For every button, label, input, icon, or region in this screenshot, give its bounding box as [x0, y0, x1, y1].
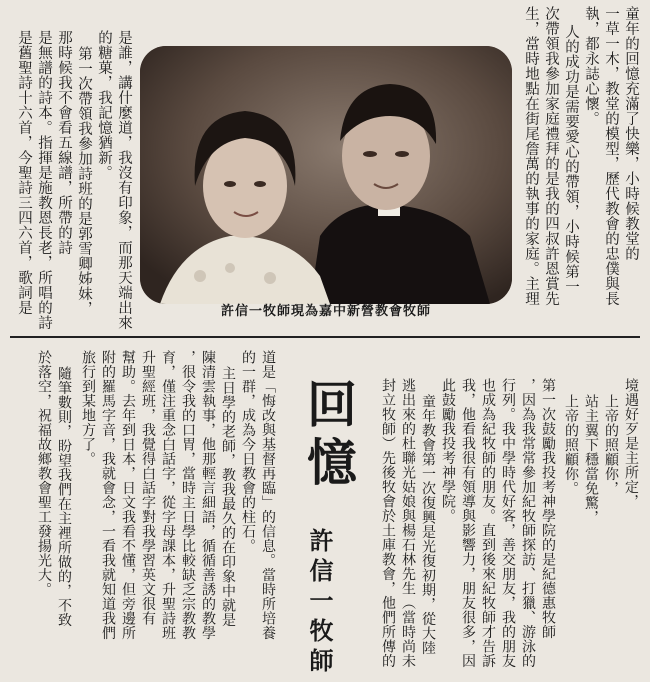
text-column: 行列。我中學時代好客，善交朋友，我的朋友: [500, 378, 516, 668]
text-column: 逃出來的杜聯光姑娘與楊石林先生（當時尚未: [400, 378, 416, 668]
text-column: 那時候我不會看五線譜，所帶的詩: [56, 30, 72, 255]
text-column: 站主翼下穩當免驚，: [583, 394, 599, 525]
text-column: 育，僅注重念白話字，從字母課本，升聖詩班: [160, 350, 176, 640]
text-column: 升聖經班，我覺得白話字對我學習英文很有: [140, 350, 156, 626]
text-column: 的一群，成為今日教會的柱石。: [240, 350, 256, 553]
text-column: 也成為紀牧師的朋友。直到後來紀牧師才告訴: [480, 378, 496, 668]
couple-photo: [140, 46, 512, 304]
text-column: 幫助。去年到日本，日文我看不懂，但旁邊所: [120, 350, 136, 640]
text-column: 的糖菓，我記憶猶新。: [96, 30, 112, 180]
text-column: 主日學的老師，教我最久的在印象中就是: [220, 366, 236, 627]
text-column: 陳清雲執事，他那輕言細語，循循善誘的教學: [200, 350, 216, 640]
section-divider: [10, 336, 640, 338]
photo-illustration: [140, 46, 512, 304]
text-column: 人的成功是需要愛心的帶領，小時候第一: [563, 24, 579, 294]
text-column: 附的羅馬字音，我就會念，一看我就知道我們: [100, 350, 116, 640]
photo-caption: 許信一牧師現為嘉中新營教會牧師: [220, 304, 431, 319]
text-column: 我，他看我很有領導與影響力，朋友很多，因: [460, 378, 476, 668]
text-column: 道是「悔改與基督再臨」的信息。當時所培養: [260, 350, 276, 640]
text-column: 次帶領我參加家庭禮拜的是我的四叔許恩賞先: [543, 6, 559, 306]
text-column: 上帝的照顧你。: [563, 394, 579, 496]
text-column: 隨筆數則，盼望我們在主裡所做的，不致: [56, 366, 72, 627]
text-column: 是舊聖詩十六首，今聖詩三四六首，歌詞是: [16, 30, 32, 315]
text-column: 童年教會第一次復興是光復初期，從大陸: [420, 394, 436, 655]
text-column: ，很令我的口胃，當時主日學比較缺乏宗教教: [180, 350, 196, 640]
article-title: 回憶: [299, 378, 358, 494]
text-column: 於落空，祝福故鄉教會聖工發揚光大。: [36, 350, 52, 597]
text-column: 旅行到某地方了。: [80, 350, 96, 466]
text-column: ，因為我常常參加紀牧師探訪、打獵、游泳的: [520, 378, 536, 668]
article-author: 許信一牧師: [305, 528, 334, 678]
text-column: 生，當時地點在街尾詹萬的執事的家庭。主理: [523, 6, 539, 306]
text-column: 一草一木，教堂的模型，歷代教會的忠僕與長: [603, 6, 619, 306]
text-column: 第一次鼓勵我投考神學院的是紀德惠牧師: [540, 378, 556, 639]
text-column: 是無譜的詩本。指揮是施教恩長老，所唱的詩: [36, 30, 52, 330]
text-column: 是誰，講什麼道，我沒有印象，而那天端出來: [116, 30, 132, 330]
text-column: 境遇好歹是主所定，: [623, 378, 639, 509]
text-column: 第一次帶領我參加詩班的是郭雪卿姊妹，: [76, 46, 92, 316]
text-column: 童年的回憶充滿了快樂，小時候教堂的: [623, 6, 639, 261]
text-column: 封立牧師）先後牧會於土庫教會，他們所傳的: [380, 378, 396, 668]
text-column: 上帝的照顧你，: [603, 394, 619, 496]
text-column: 執，都永誌心懷。: [583, 6, 599, 126]
text-column: 此鼓勵我投考神學院。: [440, 378, 456, 523]
